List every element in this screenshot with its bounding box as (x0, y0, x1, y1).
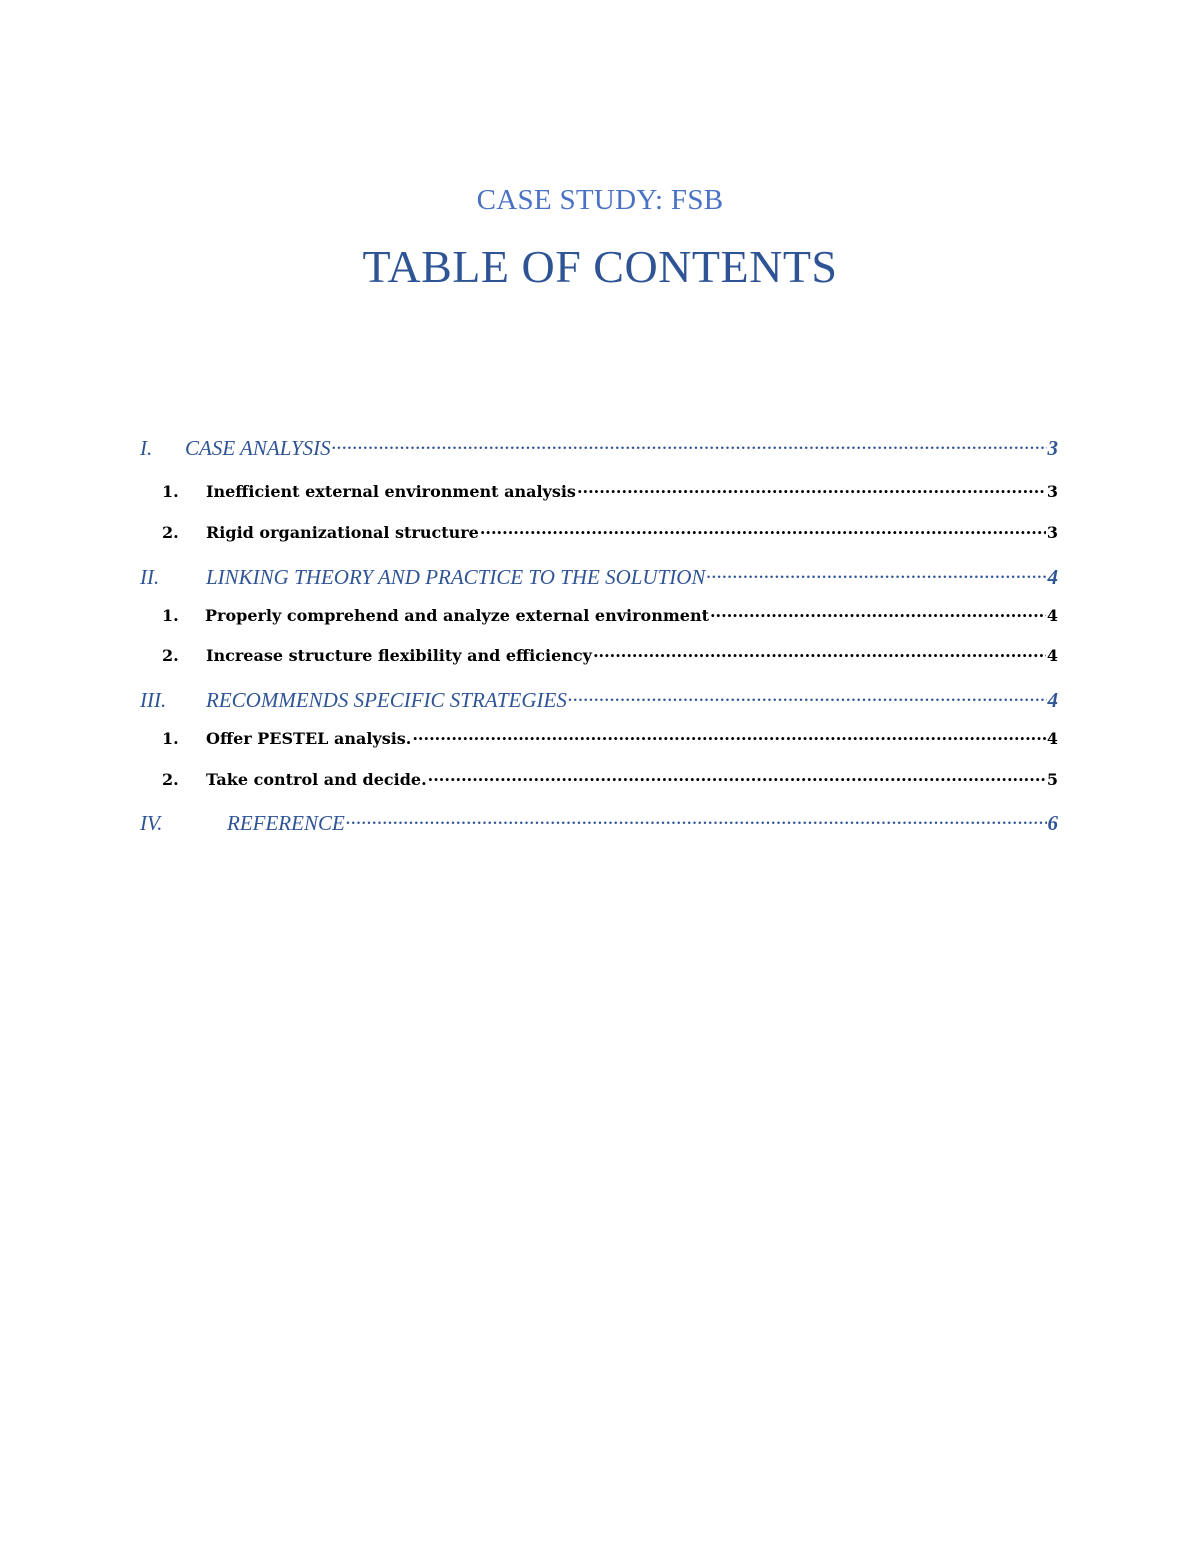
toc-entry-number: I. (140, 436, 153, 460)
document-subtitle: CASE STUDY: FSB (476, 184, 724, 216)
toc-entry-page: 4 (1047, 688, 1058, 712)
toc-entry-label: Rigid organizational structure (206, 523, 479, 542)
toc-leader-dots (706, 563, 1046, 584)
toc-entry-page: 3 (1046, 482, 1058, 501)
toc-leader-dots (568, 686, 1047, 707)
toc-entry-number: 2. (162, 646, 179, 665)
toc-entry-number: 1. (162, 606, 179, 625)
toc-leader-dots (577, 481, 1046, 497)
toc-entry-number: 2. (162, 523, 179, 542)
toc-entry-recommends-specific-strategies[interactable] (140, 686, 1058, 713)
toc-entry-number: 1. (162, 482, 179, 501)
toc-entry-number: IV. (140, 811, 163, 835)
toc-leader-dots (412, 728, 1046, 744)
toc-entry-label: LINKING THEORY AND PRACTICE TO THE SOLUTION (206, 565, 706, 589)
toc-entry-take-control-and-decide[interactable] (162, 769, 1058, 789)
toc-entry-label: Properly comprehend and analyze external environment (205, 606, 709, 625)
toc-entry-linking-theory-and-practice[interactable] (140, 563, 1058, 590)
toc-entry-page: 3 (1046, 523, 1058, 542)
toc-entry-case-analysis[interactable] (140, 434, 1058, 461)
document-title: TABLE OF CONTENTS (362, 241, 838, 292)
toc-entry-label: RECOMMENDS SPECIFIC STRATEGIES (206, 688, 567, 712)
toc-entry-page: 4 (1046, 606, 1058, 625)
toc-entry-page: 6 (1047, 811, 1058, 835)
toc-entry-inefficient-external-environment-analysis[interactable] (162, 481, 1058, 501)
toc-entry-offer-pestel-analysis[interactable] (162, 728, 1058, 748)
toc-entry-increase-structure-flexibility[interactable] (162, 645, 1058, 665)
toc-leader-dots (593, 645, 1046, 661)
toc-entry-number: 1. (162, 729, 179, 748)
toc-entry-page: 5 (1046, 770, 1058, 789)
toc-leader-dots (332, 434, 1047, 455)
toc-entry-page: 3 (1047, 436, 1058, 460)
toc-entry-page: 4 (1047, 565, 1058, 589)
toc-entry-page: 4 (1046, 729, 1058, 748)
toc-entry-rigid-organizational-structure[interactable] (162, 522, 1058, 542)
toc-entry-number: II. (140, 565, 160, 589)
toc-entry-label: Inefficient external environment analysis (206, 482, 576, 501)
toc-entry-number: III. (140, 688, 167, 712)
toc-entry-properly-comprehend-external-environment[interactable] (162, 605, 1058, 625)
toc-leader-dots (428, 769, 1046, 785)
toc-entry-page: 4 (1046, 646, 1058, 665)
toc-entry-reference[interactable] (140, 809, 1058, 836)
toc-entry-label: CASE ANALYSIS (185, 436, 331, 460)
toc-entry-label: Increase structure flexibility and efficiency (206, 646, 592, 665)
toc-entry-label: REFERENCE (227, 811, 345, 835)
toc-entry-label: Offer PESTEL analysis. (206, 729, 412, 748)
toc-entry-number: 2. (162, 770, 179, 789)
toc-leader-dots (346, 809, 1047, 830)
toc-leader-dots (710, 605, 1046, 621)
toc-leader-dots (480, 522, 1046, 538)
toc-entry-label: Take control and decide. (206, 770, 427, 789)
